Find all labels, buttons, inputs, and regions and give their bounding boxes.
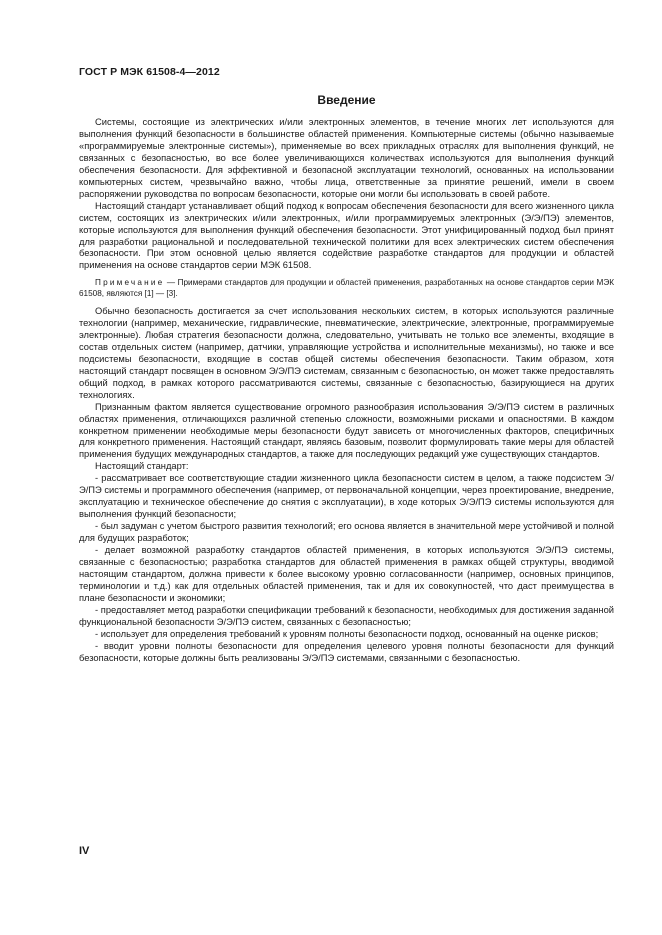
list-item: - был задуман с учетом быстрого развития технологий; его основа является в значительной мере устойчивой и полной для будущих разработок; <box>79 521 614 544</box>
list-item: - использует для определения требований к уровням полноты безопасности подход, основанный на оценке рисков; <box>95 628 599 639</box>
document-body <box>79 117 614 665</box>
page-number: IV <box>79 845 90 857</box>
section-title: Введение <box>317 93 376 107</box>
note <box>79 278 614 300</box>
list-item: - предоставляет метод разработки спецификации требований к безопасности, необходимых для достижения заданной функциональной безопасности Э/Э/ПЭ систем, связанных с безопасностью; <box>79 604 614 627</box>
list-item: - делает возможной разработку стандартов областей применения, в которых используются Э/Э/ПЭ системы, связанные с безопасностью; разработка стандартов для областей применения в рамках общей структуры, вводимой настоящим стандартом, должна привести к более высокому уровню согласованности (например, основных принципов, терминологии и т.д.) как для отдельных областей применения, так и для их совокупностей, что даст преимущества в плане безопасности и экономики; <box>79 545 614 603</box>
paragraph: Признанным фактом является существование огромного разнообразия использования Э/Э/ПЭ систем в различных областях применения, отличающихся различной степенью сложности, возможными рисками и опасностями. В каждом конкретном применении необходимые меры безопасности будут зависеть от многочисленных факторов, специфичных для конкретного применения. Настоящий стандарт, являясь базовым, позволит формулировать такие меры для областей применения будущих международных стандартов, а также для последующих редакций уже существующих стандартов. <box>79 401 614 460</box>
paragraph: Настоящий стандарт: <box>95 461 189 472</box>
paragraph: Настоящий стандарт устанавливает общий подход к вопросам обеспечения безопасности для всего жизненного цикла систем, состоящих из электрических и/или электронных, и/или программируемых электронных (Э/Э/ПЭ) элементов, которые используются для выполнения функций обеспечения безопасности. Этот унифицированный подход был принят для разработки рациональной и последовательной технической политики для всех электрических систем обеспечения безопасности. При этом основной целью является содействие разработке стандартов для продукции и областей применения на основе стандартов серии МЭК 61508. <box>79 200 614 271</box>
paragraph: Системы, состоящие из электрических и/или электронных элементов, в течение многих лет используются для выполнения функций безопасности в большинстве областей применения. Компьютерные системы (обычно называемые «программируемые электронные системы»), применяемые во всех прикладных отраслях для выполнения функций, не связанных с безопасностью, во все более увеличивающихся количествах используются для выполнения функций обеспечения безопасности. Для эффективной и безопасной эксплуатации технологий, основанных на использовании компьютерных систем, чрезвычайно важно, чтобы лица, ответственные за принятие решений, имели в своем распоряжении руководства по вопросам безопасности, которые они могли бы использовать в своей работе. <box>79 117 614 199</box>
note-label: Примечание <box>95 278 165 288</box>
note-text: — Примерами стандартов для продукции и областей применения, разработанных на основе стандартов серии МЭК 61508, являются [1] — [3]. <box>79 278 614 299</box>
list-item: - вводит уровни полноты безопасности для определения целевого уровня полноты безопасности для функций безопасности, которые должны быть реализованы Э/Э/ПЭ системами, связанными с безопасностью. <box>79 640 614 663</box>
paragraph: Обычно безопасность достигается за счет использования нескольких систем, в которых используются различные технологии (например, механические, гидравлические, пневматические, электрические, электронные, программируемые электронные). Любая стратегия безопасности должна, следовательно, учитывать не только все элементы, входящие в состав отдельных систем (например, датчики, управляющие устройства и исполнительные механизмы), но также и все подсистемы безопасности, входящие в состав общей системы обеспечения безопасности. Таким образом, хотя настоящий стандарт посвящен в основном Э/Э/ПЭ системам, связанным с безопасностью, он может также предоставлять общий подход, в рамках которого рассматриваются системы, связанные с безопасностью, базирующиеся на других технологиях. <box>79 305 614 400</box>
list-item: - рассматривает все соответствующие стадии жизненного цикла безопасности систем в целом, а также подсистем Э/Э/ПЭ системы и программного обеспечения (например, от первоначальной концепции, через проектирование, внедрение, эксплуатацию и техническое обеспечение до снятия с эксплуатации), в ходе которых Э/Э/ПЭ системы используются для выполнения функций безопасности; <box>79 473 614 520</box>
standard-header: ГОСТ Р МЭК 61508-4—2012 <box>79 66 220 78</box>
